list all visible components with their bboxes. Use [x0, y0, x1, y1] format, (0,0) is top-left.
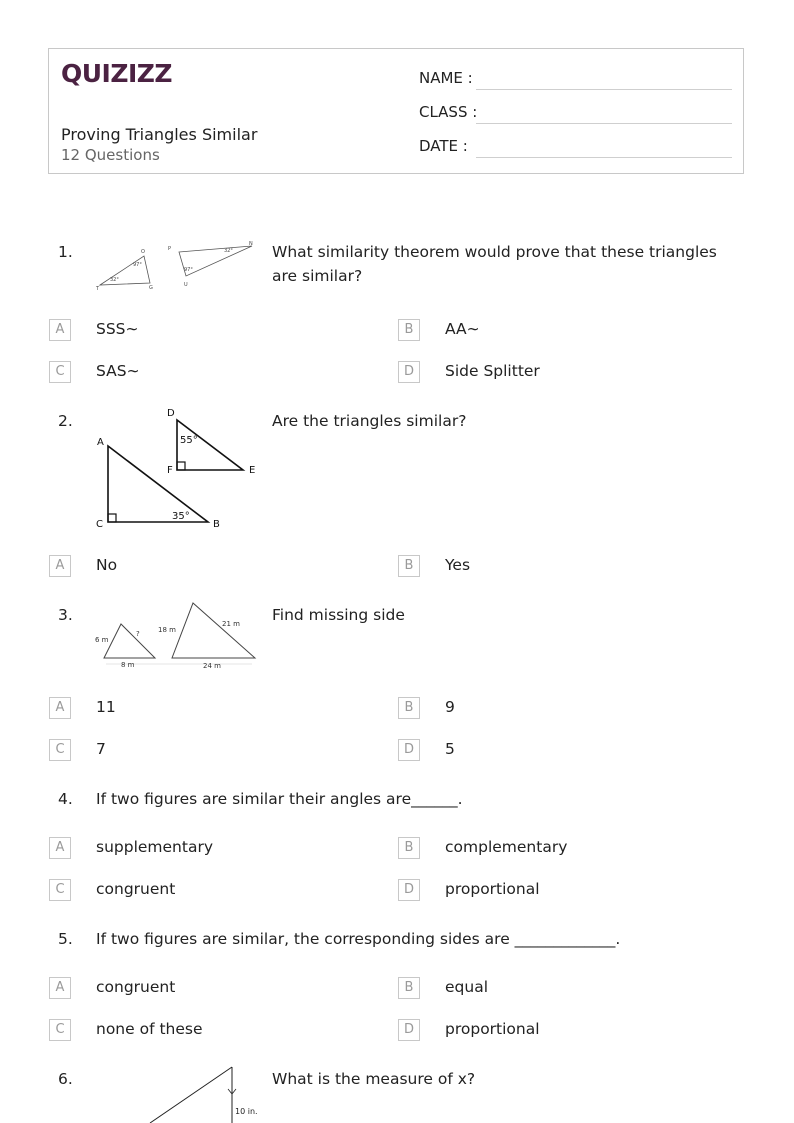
option-b-box[interactable]: B [398, 555, 420, 577]
question-number: 5. [58, 930, 73, 948]
fig-label: F [167, 465, 173, 476]
fig-label: 21 m [222, 620, 240, 628]
option-d-text: 5 [445, 740, 455, 758]
date-label: DATE : [419, 137, 468, 155]
option-a-box[interactable]: A [49, 555, 71, 577]
question-text: Find missing side [272, 606, 405, 624]
question-text: What similarity theorem would prove that these triangles are similar? [272, 243, 717, 285]
option-b-box[interactable]: B [398, 977, 420, 999]
option-b-box[interactable]: B [398, 697, 420, 719]
option-a-text: SSS∼ [96, 320, 139, 338]
question-number: 3. [58, 606, 73, 624]
question-text: If two figures are similar, the corresponding sides are _____________. [96, 930, 621, 948]
question-number: 2. [58, 412, 73, 430]
option-b-text: AA∼ [445, 320, 480, 338]
option-c-text: 7 [96, 740, 106, 758]
fig-label: O [141, 249, 145, 255]
option-c-text: SAS∼ [96, 362, 140, 380]
class-field[interactable] [476, 123, 732, 124]
fig-label: B [213, 519, 220, 530]
quizizz-logo: QUIZIZZ [61, 59, 173, 88]
fig-label: P [168, 246, 172, 252]
fig-label: ? [136, 630, 140, 638]
fig-label: 18 m [158, 626, 176, 634]
option-d-box[interactable]: D [398, 739, 420, 761]
question-1-figure [92, 240, 262, 294]
option-d-box[interactable]: D [398, 1019, 420, 1041]
date-field[interactable] [476, 157, 732, 158]
fig-label: 32° [224, 248, 233, 254]
name-label: NAME : [419, 69, 473, 87]
option-b-text: equal [445, 978, 489, 996]
fig-label: G [149, 285, 153, 291]
option-d-box[interactable]: D [398, 361, 420, 383]
question-count: 12 Questions [61, 146, 160, 164]
option-c-text: congruent [96, 880, 176, 898]
fig-label: U [184, 282, 188, 288]
fig-label: D [167, 408, 175, 419]
fig-label: T [96, 286, 100, 292]
fig-label: N [249, 241, 253, 247]
worksheet-header [48, 48, 744, 174]
option-a-text: 11 [96, 698, 116, 716]
fig-label: 55° [180, 435, 198, 446]
option-c-text: none of these [96, 1020, 203, 1038]
question-text: Are the triangles similar? [272, 412, 467, 430]
fig-label: E [249, 465, 256, 476]
fig-label: 35° [172, 511, 190, 522]
option-a-box[interactable]: A [49, 977, 71, 999]
question-number: 4. [58, 790, 73, 808]
question-number: 6. [58, 1070, 73, 1088]
fig-label: 6 m [95, 636, 109, 644]
option-a-text: supplementary [96, 838, 213, 856]
fig-label: 8 m [121, 661, 135, 669]
option-b-text: complementary [445, 838, 568, 856]
option-c-box[interactable]: C [49, 739, 71, 761]
fig-label: 24 m [203, 662, 221, 670]
fig-label: 32° [110, 277, 119, 283]
option-b-box[interactable]: B [398, 837, 420, 859]
option-d-text: proportional [445, 880, 540, 898]
option-a-box[interactable]: A [49, 319, 71, 341]
question-number: 1. [58, 243, 73, 261]
option-a-text: No [96, 556, 118, 574]
option-b-text: 9 [445, 698, 455, 716]
option-a-box[interactable]: A [49, 697, 71, 719]
question-3-figure [92, 598, 262, 674]
question-2-figure [92, 404, 264, 532]
question-text: What is the measure of x? [272, 1070, 476, 1088]
option-a-text: congruent [96, 978, 176, 996]
option-d-text: Side Splitter [445, 362, 540, 380]
question-6-figure [140, 1062, 270, 1123]
option-c-box[interactable]: C [49, 361, 71, 383]
class-label: CLASS : [419, 103, 478, 121]
option-b-text: Yes [445, 556, 471, 574]
option-a-box[interactable]: A [49, 837, 71, 859]
option-d-box[interactable]: D [398, 879, 420, 901]
fig-label: A [97, 437, 104, 448]
fig-label: C [96, 519, 103, 530]
option-c-box[interactable]: C [49, 1019, 71, 1041]
question-text: If two figures are similar their angles are______. [96, 790, 463, 808]
fig-label: 10 in. [235, 1107, 258, 1116]
option-b-box[interactable]: B [398, 319, 420, 341]
worksheet-title: Proving Triangles Similar [61, 125, 258, 144]
option-c-box[interactable]: C [49, 879, 71, 901]
fig-label: 97° [133, 262, 142, 268]
fig-label: 97° [184, 267, 193, 273]
name-field[interactable] [476, 89, 732, 90]
option-d-text: proportional [445, 1020, 540, 1038]
